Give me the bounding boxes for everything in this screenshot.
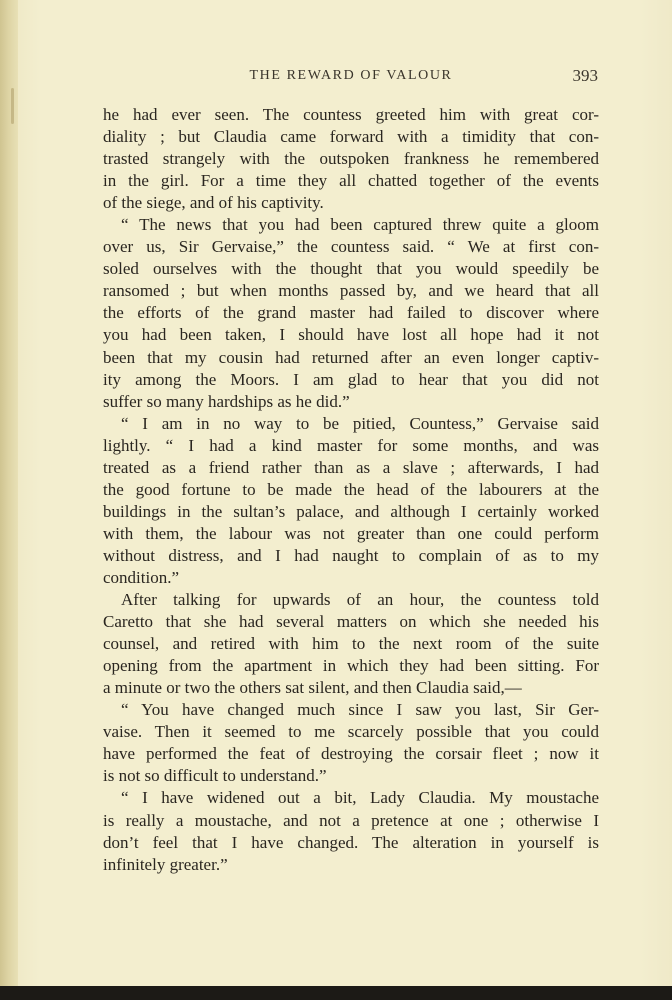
text-line: trasted strangely with the outspoken frankness he remembered — [103, 149, 599, 169]
page-gutter — [0, 0, 18, 1000]
text-line: lightly. “ I had a kind master for some months, and was — [103, 435, 599, 455]
text-line: the efforts of the grand master had failed to discover where — [103, 303, 599, 323]
text-line: over us, Sir Gervaise,” the countess said. “ We at first con- — [103, 237, 599, 257]
text-line: diality ; but Claudia came forward with a timidity that con- — [103, 127, 599, 147]
text-line: infinitely greater.” — [103, 854, 228, 874]
binding-mark — [11, 88, 14, 124]
scan-bottom-edge — [0, 986, 672, 1000]
text-line: “ I have widened out a bit, Lady Claudia. My moustache — [121, 788, 599, 808]
body-text — [103, 104, 599, 876]
text-line: with them, the labour was not greater than one could perform — [103, 523, 599, 543]
running-head-title: THE REWARD OF VALOUR — [249, 68, 453, 83]
text-line: suffer so many hardships as he did.” — [103, 391, 350, 411]
text-line: is not so difficult to understand.” — [103, 766, 327, 786]
text-line: ity among the Moors. I am glad to hear that you did not — [103, 369, 599, 389]
text-line: counsel, and retired with him to the next room of the suite — [103, 634, 599, 654]
text-line: condition.” — [103, 567, 180, 587]
running-head — [104, 66, 598, 88]
text-line: he had ever seen. The countess greeted him with great cor- — [103, 105, 599, 124]
text-line: “ You have changed much since I saw you last, Sir Ger- — [121, 700, 599, 720]
text-line: don’t feel that I have changed. The alteration in yourself is — [103, 832, 599, 852]
text-line: After talking for upwards of an hour, the countess told — [121, 590, 599, 610]
text-line: ransomed ; but when months passed by, and we heard that all — [103, 281, 599, 301]
text-line: is really a moustache, and not a pretence at one ; otherwise I — [103, 810, 599, 830]
page-number: 393 — [572, 66, 598, 85]
text-line: of the siege, and of his captivity. — [103, 193, 324, 213]
text-line: “ I am in no way to be pitied, Countess,” Gervaise said — [121, 413, 599, 433]
text-line: have performed the feat of destroying the corsair fleet ; now it — [103, 744, 599, 764]
text-line: you had been taken, I should have lost all hope had it not — [103, 325, 599, 345]
text-line: a minute or two the others sat silent, and then Claudia said,— — [103, 678, 522, 698]
text-line: opening from the apartment in which they had been sitting. For — [103, 656, 599, 676]
text-line: treated as a friend rather than as a slave ; afterwards, I had — [103, 457, 599, 477]
text-line: soled ourselves with the thought that you would speedily be — [103, 259, 599, 279]
text-line: buildings in the sultan’s palace, and although I certainly worked — [103, 501, 599, 521]
text-line: been that my cousin had returned after an even longer captiv- — [103, 347, 599, 367]
text-line: “ The news that you had been captured threw quite a gloom — [121, 215, 599, 235]
text-line: in the girl. For a time they all chatted together of the events — [103, 171, 599, 191]
text-line: vaise. Then it seemed to me scarcely possible that you could — [103, 722, 599, 742]
text-line: without distress, and I had naught to complain of as to my — [103, 545, 599, 565]
text-line: Caretto that she had several matters on which she needed his — [103, 612, 599, 632]
text-line: the good fortune to be made the head of the labourers at the — [103, 479, 599, 499]
